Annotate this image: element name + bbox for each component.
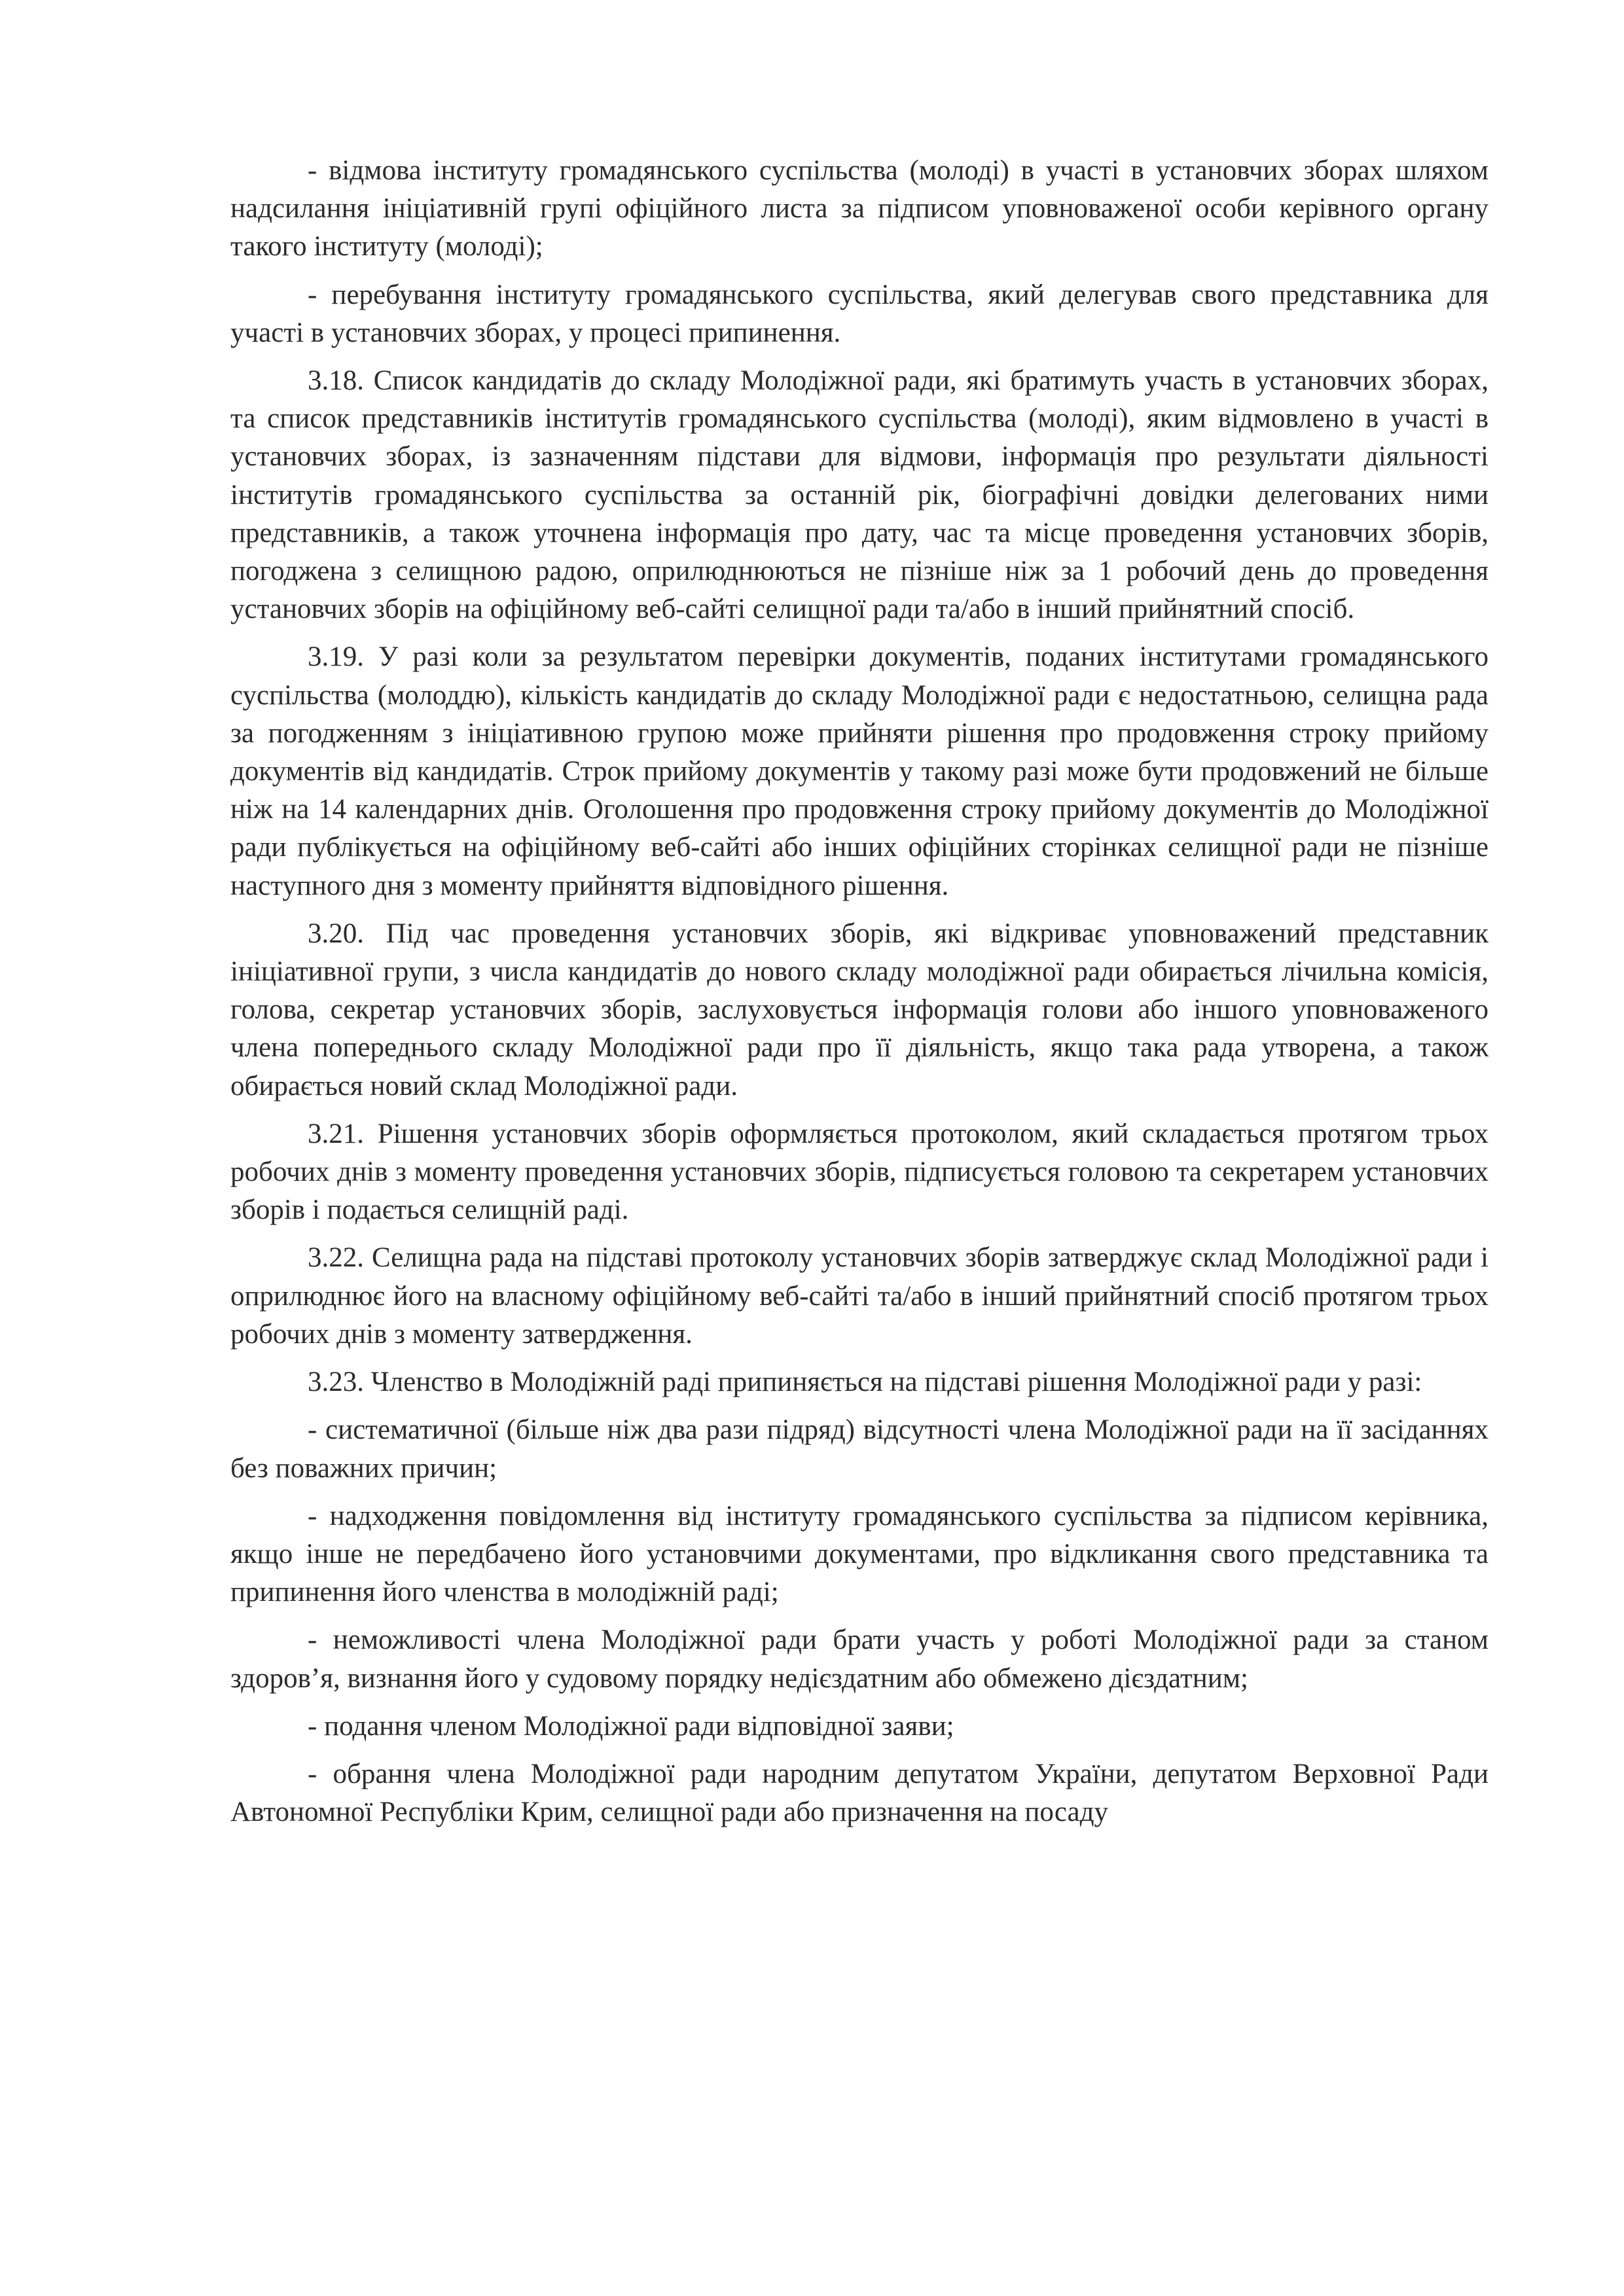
list-item-incapacity: - неможливості члена Молодіжної ради брати участь у роботі Молодіжної ради за станом здоров’я, визнання його у судовому порядку недієздатним або обмежено дієздатним; (230, 1624, 1489, 1694)
list-item-election: - обрання члена Молодіжної ради народним депутатом України, депутатом Верховної Ради Автономної Республіки Крим, селищної ради або призначення на посаду (230, 1758, 1489, 1828)
paragraph-3-22: 3.22. Селищна рада на підставі протоколу установчих зборів затверджує склад Молодіжної ради і оприлюднює його на власному офіційному веб-сайті та/або в інший прийнятний спосіб протягом трьох робочих днів з моменту затвердження. (230, 1242, 1489, 1350)
paragraph-refusal-item: - відмова інституту громадянського суспільства (молоді) в участі в установчих зборах шляхом надсилання ініціативній групі офіційного листа за підписом уповноваженої особи керівного органу такого інституту (молоді); (230, 155, 1489, 262)
list-item-recall-notice: - надходження повідомлення від інституту громадянського суспільства за підписом керівника, якщо інше не передбачено його установчими документами, про відкликання свого представника та припинення його членства в молодіжній раді; (230, 1500, 1489, 1608)
paragraph-3-23: 3.23. Членство в Молодіжній раді припиняється на підставі рішення Молодіжної ради у разі: (308, 1367, 1422, 1398)
paragraph-termination-process-item: - перебування інституту громадянського суспільства, який делегував свого представника для участі в установчих зборах, у процесі припинення. (230, 279, 1489, 348)
paragraph-3-21: 3.21. Рішення установчих зборів оформляється протоколом, який складається протягом трьох робочих днів з моменту проведення установчих зборів, підписується головою та секретарем установчих зборів і подається селищній раді. (230, 1118, 1489, 1226)
document-page (230, 152, 1489, 1841)
paragraph-3-20: 3.20. Під час проведення установчих зборів, які відкриває уповноважений представник ініціативної групи, з числа кандидатів до нового складу молодіжної ради обирається лічильна комісія, голова, секретар установчих зборів, заслуховується інформація голови або іншого уповноваженого члена попереднього складу Молодіжної ради про її діяльність, якщо така рада утворена, а також обирається новий склад Молодіжної ради. (230, 918, 1489, 1102)
paragraph-3-19: 3.19. У разі коли за результатом перевірки документів, поданих інститутами громадянського суспільства (молоддю), кількість кандидатів до складу Молодіжної ради є недостатньою, селищна рада за погодженням з ініціативною групою може прийняти рішення про продовження строку прийому документів від кандидатів. Строк прийому документів у такому разі може бути продовжений не більше ніж на 14 календарних днів. Оголошення про продовження строку прийому документів до Молодіжної ради публікується на офіційному веб-сайті або інших офіційних сторінках селищної ради не пізніше наступного дня з моменту прийняття відповідного рішення. (230, 641, 1489, 901)
list-item-absence: - систематичної (більше ніж два рази підряд) відсутності члена Молодіжної ради на її засіданнях без поважних причин; (230, 1414, 1489, 1484)
paragraph-3-18: 3.18. Список кандидатів до складу Молодіжної ради, які братимуть участь в установчих зборах, та список представників інститутів громадянського суспільства (молоді), яким відмовлено в участі в установчих зборах, із зазначенням підстави для відмови, інформація про результати діяльності інститутів громадянського суспільства за останній рік, біографічні довідки делегованих ними представників, а також уточнена інформація про дату, час та місце проведення установчих зборів, погоджена з селищною радою, оприлюднюються не пізніше ніж за 1 робочий день до проведення установчих зборів на офіційному веб-сайті селищної ради та/або в інший прийнятний спосіб. (230, 365, 1489, 625)
list-item-resignation: - подання членом Молодіжної ради відповідної заяви; (308, 1710, 954, 1742)
